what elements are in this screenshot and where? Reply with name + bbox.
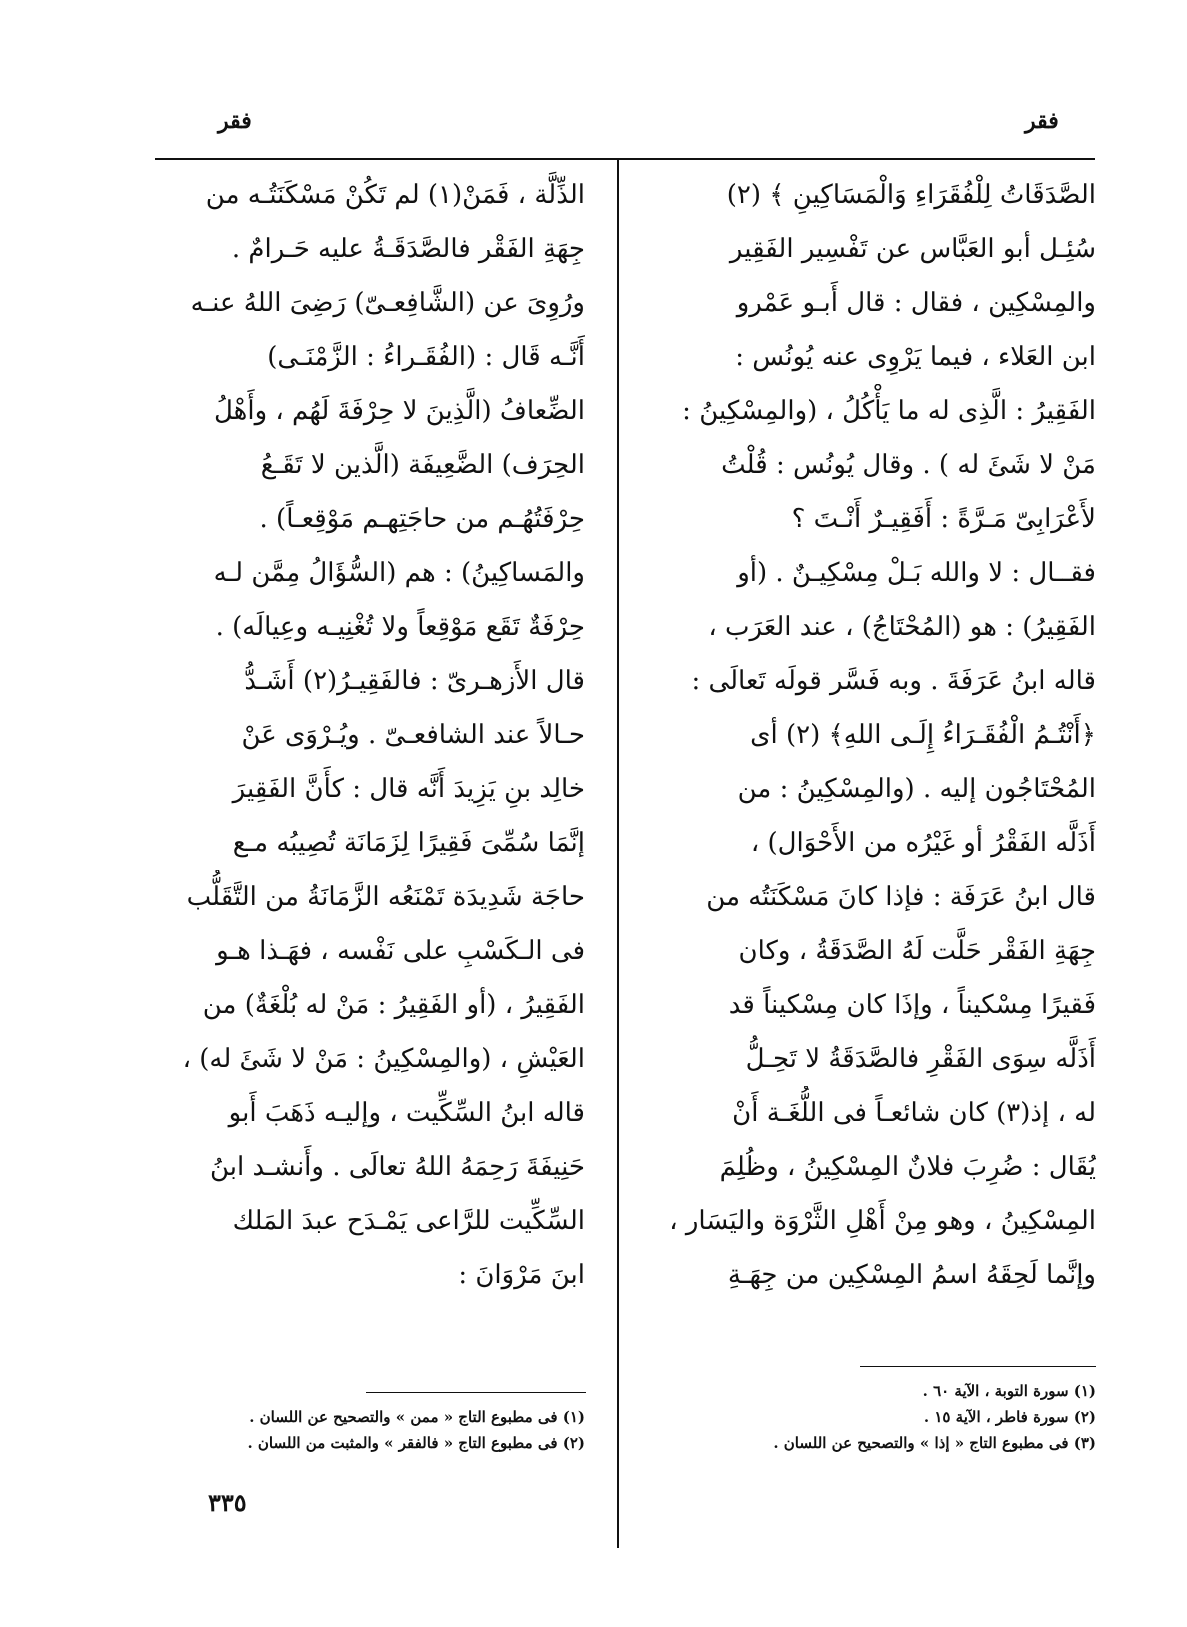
header-rule [155, 158, 1095, 160]
text-line: جِهَةِ الفَقْر فالصَّدَقَـةُ عليه حَـرامٌ . [231, 234, 585, 264]
text-line: فَقيرًا مِسْكيناً ، وإذَا كان مِسْكيناً قد [728, 990, 1096, 1020]
text-line: الصَّدَقَاتُ لِلْفُقَرَاءِ وَالْمَسَاكِينِ ﴾ (٢) [726, 180, 1096, 210]
text-line: الفَقِيرُ : الَّذِى له ما يَأْكُلُ ، (والمِسْكِينُ : [682, 396, 1096, 426]
text-line: له ، إذ(٣) كان شائعـاً فى اللُّغَـة أَنْ [732, 1098, 1096, 1128]
footnote-rule-right [860, 1366, 1096, 1367]
text-line: ابنَ مَرْوَانَ : [458, 1260, 585, 1290]
text-line: سُئِـل أبو العَبَّاس عن تَفْسِير الفَقِير [729, 234, 1096, 264]
text-line: السِّكِّيت للرَّاعى يَمْـدَح عبدَ المَلك [232, 1206, 585, 1236]
text-line: قاله ابنُ السِّكِّيت ، وإليـه ذَهَبَ أَبو [228, 1098, 585, 1128]
text-line: أَنَّـه قَال : (الفُقَـراءُ : الزَّمْنَـى) [267, 342, 585, 372]
text-line: ورُوِىَ عن (الشَّافِعـىّ) رَضِىَ اللهُ عنـه [190, 288, 585, 318]
page-number: ٣٣٥ [208, 1488, 247, 1517]
text-line: مَنْ لا شَئَ له ) . وقال يُونُس : قُلْتُ [721, 450, 1096, 480]
text-line: الضِّعافُ (الَّذِينَ لا حِرْفَةَ لَهُم ، وأَهْلُ [213, 396, 585, 426]
text-line: قال الأَزهـرىّ : فالفَقِيـرُ(٢) أَشَـدُّ [244, 666, 585, 696]
text-line: فى الـكَسْبِ على نَفْسه ، فهَـذا هـو [216, 936, 585, 966]
running-header-left: فقر [218, 108, 252, 134]
text-line: ابن العَلاء ، فيما يَرْوِى عنه يُونُس : [735, 342, 1096, 372]
footnote: (١) سورة التوبة ، الآية ٦٠ . [922, 1382, 1096, 1400]
text-line: والمَساكِينُ) : هم (السُّؤَالُ مِمَّن لـه [213, 558, 585, 588]
text-line: حِرْفَتُهُـم من حاجَتِهـم مَوْقِعـاً) . [259, 504, 585, 534]
column-divider [617, 160, 619, 1548]
text-line: المُحْتَاجُون إليه . (والمِسْكِينُ : من [737, 774, 1096, 804]
text-line: العَيْشِ ، (والمِسْكِينُ : مَنْ لا شَئَ له) ، [182, 1044, 585, 1074]
text-line: يُقَال : ضُرِبَ فلانٌ المِسْكِينُ ، وظُلِمَ [719, 1152, 1096, 1182]
text-line: فقــال : لا والله بَـلْ مِسْكِيـنٌ . (أو [737, 558, 1096, 588]
footnote: (٢) سورة فاطر ، الآية ١٥ . [923, 1408, 1096, 1426]
text-line: خالِد بنِ يَزِيدَ أَنَّه قال : كأَنَّ الفَقِيرَ [232, 774, 585, 804]
text-line: الفَقِيرُ ، (أو الفَقِيرُ : مَنْ له بُلْغَةٌ) من [202, 990, 585, 1020]
footnote: (١) فى مطبوع التاج « ممن » والتصحيح عن اللسان . [249, 1408, 585, 1426]
footnotes-left [155, 1404, 585, 1456]
text-line: الحِرَف) الضَّعِيفَة (الَّذين لا تَقَـعُ [260, 450, 585, 480]
text-line: أَذَلَّه سِوَى الفَقْرِ فالصَّدَقَةُ لا تَحِـلُّ [745, 1044, 1096, 1074]
footnotes-right [636, 1378, 1096, 1456]
text-line: لأَعْرَابِىّ مَـرَّةً : أَفَقِيـرٌ أَنْـتَ ؟ [791, 504, 1096, 534]
text-line: جِهَةِ الفَقْر حَلَّت لَهُ الصَّدَقَةُ ، وكان [738, 936, 1096, 966]
text-line: قاله ابنُ عَرَفَةَ . وبه فَسَّر قولَه تَعالَى : [691, 666, 1096, 696]
running-header-right: فقر [1025, 108, 1059, 134]
text-line: الفَقِيرُ) : هو (المُحْتَاجُ) ، عند العَرَب ، [708, 612, 1096, 642]
text-line: حِرْفَةٌ تَقَع مَوْقِعاً ولا تُغْنِيـه وعِيالَه) . [215, 612, 585, 642]
text-line: أَذَلَّه الفَقْرُ أو غَيْرُه من الأَحْوَال) ، [750, 828, 1096, 858]
footnote-rule-left [366, 1392, 586, 1393]
text-line: إنَّمَا سُمِّىَ فَقِيرًا لِزَمَانَة تُصِيبُه مـع [232, 828, 585, 858]
text-line: حاجَة شَدِيدَة تَمْنَعُه الزَّمَانَةُ من التَّقَلُّب [186, 882, 585, 912]
text-line: والمِسْكِين ، فقال : قال أَبـو عَمْرو [736, 288, 1096, 318]
text-line: المِسْكِينُ ، وهو مِنْ أَهْلِ الثَّرْوَة واليَسَار ، [669, 1206, 1096, 1236]
text-line: قال ابنُ عَرَفَة : فإذا كانَ مَسْكَنَتُه من [706, 882, 1096, 912]
footnote: (٣) فى مطبوع التاج « إذا » والتصحيح عن اللسان . [773, 1434, 1096, 1452]
left-text-column [155, 168, 585, 1302]
footnote: (٢) فى مطبوع التاج « فالفقر » والمثبت من اللسان . [247, 1434, 585, 1452]
text-line: ﴿أَنْتُـمُ الْفُقَـرَاءُ إِلَـى اللهِ﴾ (٢) أى [750, 720, 1096, 750]
text-line: وإنَّما لَحِقَهُ اسمُ المِسْكِين من جِهَـةِ [727, 1260, 1096, 1290]
text-line: حَنِيفَةَ رَحِمَهُ اللهُ تعالَى . وأَنشـد ابنُ [209, 1152, 585, 1182]
right-text-column [636, 168, 1096, 1302]
text-line: الذِّلَّة ، فَمَنْ(١) لم تَكُنْ مَسْكَنَتُـه من [205, 180, 585, 210]
text-line: حـالاً عند الشافعـىّ . ويُـرْوَى عَنْ [241, 720, 585, 750]
